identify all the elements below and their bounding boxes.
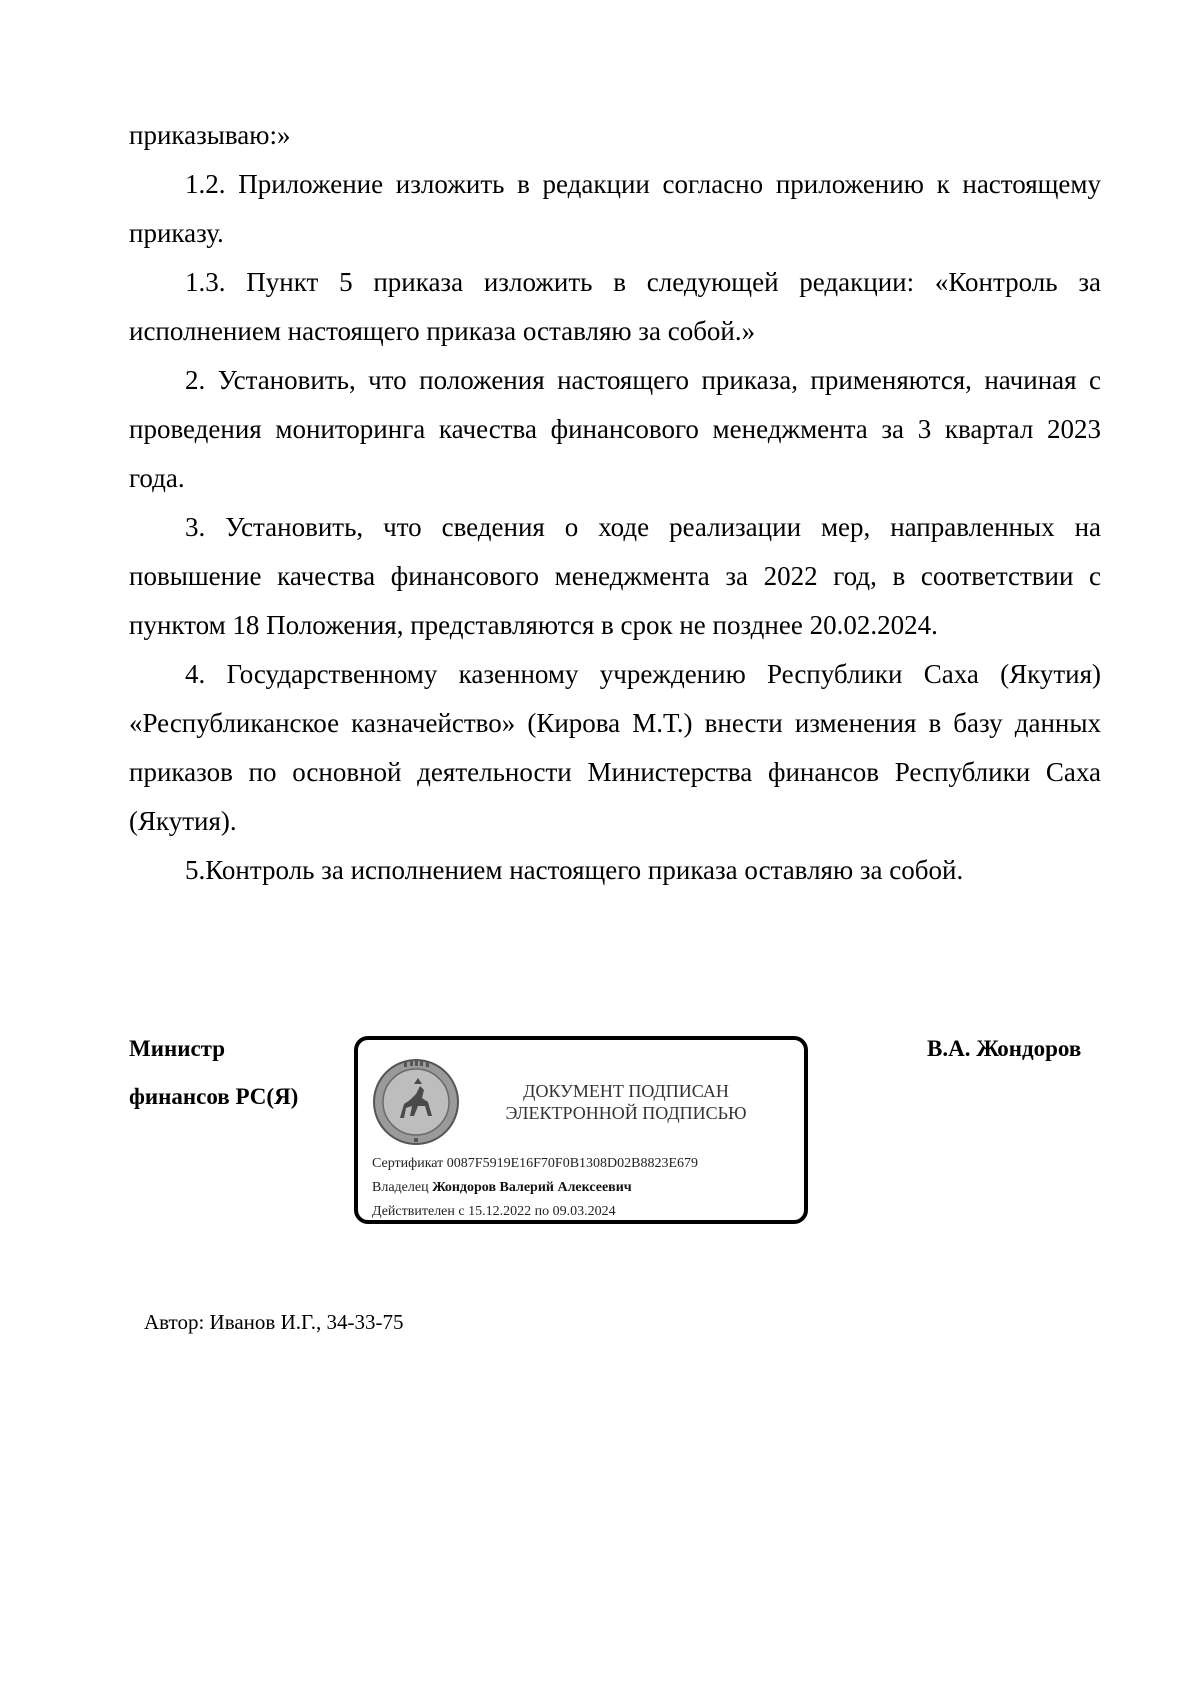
validity-row [372,1200,698,1224]
valid-to-date: 09.03.2024 [552,1204,616,1219]
stamp-heading [476,1080,776,1124]
valid-from-label: с [458,1204,465,1219]
stamp-heading-line-2: ЭЛЕКТРОННОЙ ПОДПИСЬЮ [505,1103,747,1123]
validity-label: Действителен [372,1204,455,1219]
certificate-row [372,1152,698,1176]
paragraph-4: 4. Государственному казенному учреждению Республики Саха (Якутия) «Республиканское казначейство» (Кирова М.Т.) внести изменения в базу данных приказов по основной деятельности Министерства финансов Республики Саха (Якутия). [129,659,1101,836]
certificate-label: Сертификат [372,1156,444,1171]
signer-position-line-1: Министр [129,1036,226,1061]
owner-row [372,1176,698,1200]
valid-from-date: 15.12.2022 [468,1204,532,1219]
certificate-value: 0087F5919E16F70F0B1308D02B8823E679 [446,1156,699,1171]
paragraph-continuation: приказываю:» [129,120,291,150]
valid-to-label: по [534,1204,550,1219]
paragraph-2: 2. Установить, что положения настоящего приказа, применяются, начиная с проведения мониторинга качества финансового менеджмента за 3 квартал 2023 года. [129,365,1101,493]
paragraph-1-3: 1.3. Пункт 5 приказа изложить в следующей редакции: «Контроль за исполнением настоящего приказа оставляю за собой.» [129,267,1101,346]
paragraph-3: 3. Установить, что сведения о ходе реализации мер, направленных на повышение качества финансового менеджмента за 2022 год, в соответствии с пунктом 18 Положения, представляются в срок не позднее 20.02.2024. [129,512,1101,640]
coat-of-arms-emblem-icon [370,1056,462,1148]
stamp-details [372,1152,698,1224]
paragraph-5: 5.Контроль за исполнением настоящего приказа оставляю за собой. [185,855,964,885]
owner-label: Владелец [372,1180,429,1195]
signer-name: В.А. Жондоров [927,1036,1082,1061]
electronic-signature-stamp [354,1036,808,1224]
signer-position-line-2: финансов РС(Я) [129,1084,299,1109]
owner-value: Жондоров Валерий Алексеевич [432,1180,632,1195]
author-line: Автор: Иванов И.Г., 34-33-75 [144,1310,404,1334]
document-body [129,111,1101,895]
signer-position [129,1025,298,1121]
stamp-heading-line-1: ДОКУМЕНТ ПОДПИСАН [523,1081,729,1101]
paragraph-1-2: 1.2. Приложение изложить в редакции согласно приложению к настоящему приказу. [129,169,1101,248]
